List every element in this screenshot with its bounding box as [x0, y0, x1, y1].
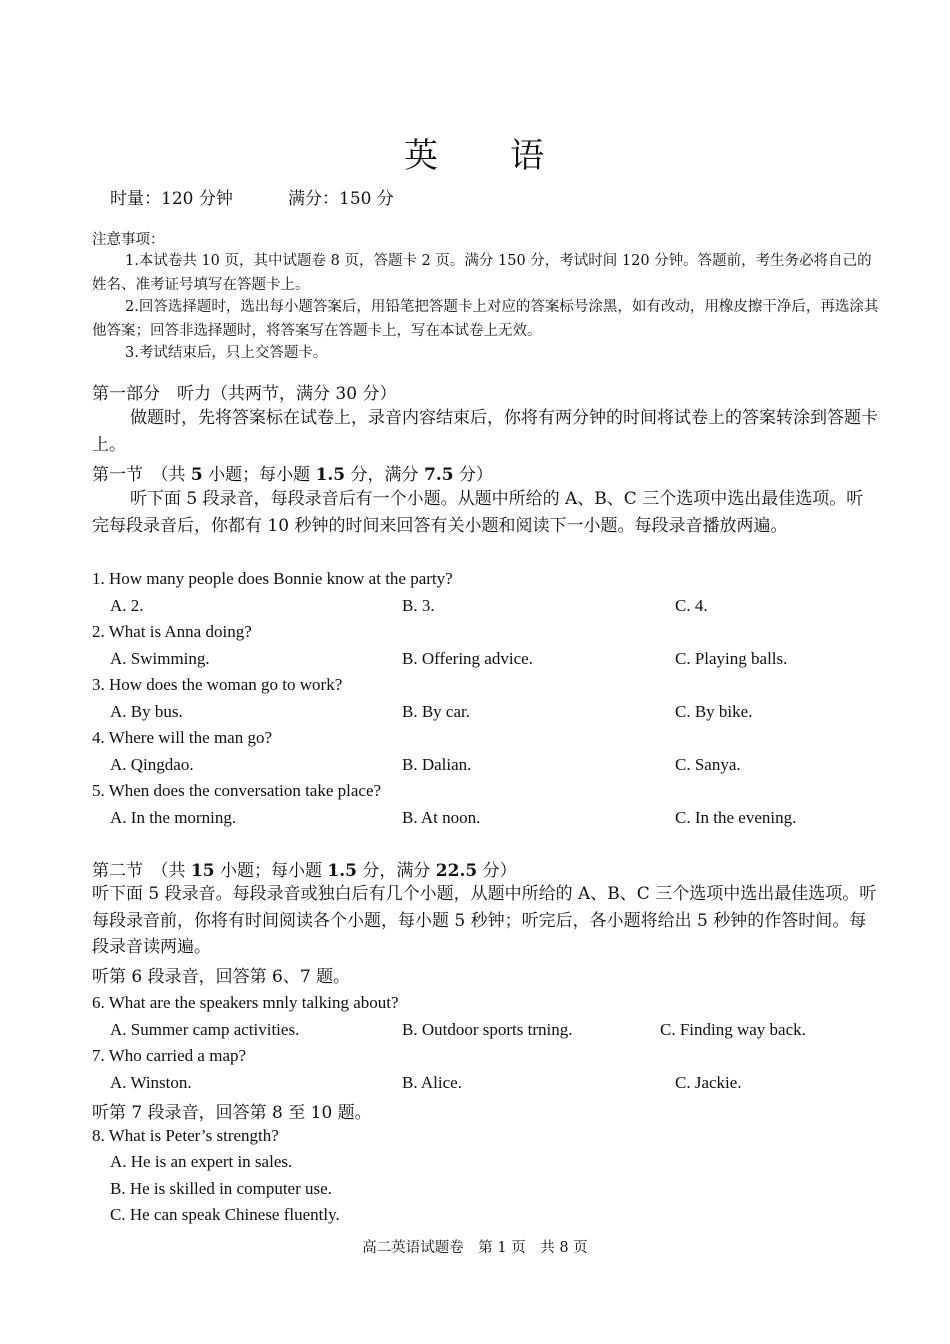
group7-instruction: 听第 7 段录音，回答第 8 至 10 题。 [92, 1103, 372, 1123]
q5-option-a: A. In the morning. [110, 808, 237, 827]
question-5: 5. When does the conversation take place? [92, 781, 382, 800]
title-char-1: 英 [404, 136, 440, 176]
question-7: 7. Who carried a map? [92, 1046, 247, 1065]
page-title [0, 128, 950, 177]
question-8: 8. What is Peter’s strength? [92, 1126, 279, 1145]
notes-heading: 注意事项： [92, 232, 165, 248]
title-char-2: 语 [510, 136, 546, 176]
exam-time: 时量：120 分钟 [110, 189, 233, 209]
q8-option-c: C. He can speak Chinese fluently. [110, 1205, 340, 1224]
q1-option-c: C. 4. [675, 596, 708, 615]
q3-option-a: A. By bus. [110, 702, 183, 721]
q4-option-a: A. Qingdao. [110, 755, 194, 774]
section1-intro: 听下面 5 段录音，每段录音后有一个小题。从题中所给的 A、B、C 三个选项中选出最佳选项。听完每段录音后，你都有 10 秒钟的时间来回答有关小题和阅读下一小题。每段录音播放两遍。 [92, 489, 864, 536]
note-item-3: 3.考试结束后，只上交答题卡。 [125, 345, 328, 361]
question-3: 3. How does the woman go to work? [92, 675, 343, 694]
exam-score: 满分：150 分 [288, 189, 394, 209]
part1-intro: 做题时，先将答案标在试卷上，录音内容结束后，你将有两分钟的时间将试卷上的答案转涂到答题卡上。 [92, 408, 878, 455]
section2-intro: 听下面 5 段录音。每段录音或独白后有几个小题，从题中所给的 A、B、C 三个选项中选出最佳选项。听每段录音前，你将有时间阅读各个小题，每小题 5 秒钟；听完后，各小题将给出 5 秒钟的作答时间。每段录音读两遍。 [92, 884, 877, 957]
q7-option-b: B. Alice. [402, 1073, 462, 1092]
q7-option-a: A. Winston. [110, 1073, 192, 1092]
page-footer: 高二英语试题卷 第 1 页 共 8 页 [362, 1240, 588, 1256]
group6-instruction: 听第 6 段录音，回答第 6、7 题。 [92, 967, 351, 987]
question-2: 2. What is Anna doing? [92, 622, 252, 641]
q6-option-c: C. Finding way back. [660, 1020, 806, 1039]
q3-option-c: C. By bike. [675, 702, 753, 721]
note-item-2: 2.回答选择题时，选出每小题答案后，用铅笔把答题卡上对应的答案标号涂黑，如有改动，用橡皮擦干净后，再选涂其他答案；回答非选择题时，将答案写在答题卡上，写在本试卷上无效。 [92, 299, 879, 339]
q2-option-b: B. Offering advice. [402, 649, 533, 668]
section2-heading: 第二节 （共 15 小题；每小题 1.5 分，满分 22.5 分） [92, 861, 517, 881]
part1-heading: 第一部分 听力（共两节，满分 30 分） [92, 384, 397, 404]
note-item-1: 1.本试卷共 10 页，其中试题卷 8 页，答题卡 2 页。满分 150 分，考试时间 120 分钟。答题前，考生务必将自己的姓名、准考证号填写在答题卡上。 [92, 253, 872, 293]
q1-option-a: A. 2. [110, 596, 144, 615]
q3-option-b: B. By car. [402, 702, 470, 721]
question-1: 1. How many people does Bonnie know at the party? [92, 569, 453, 588]
question-4: 4. Where will the man go? [92, 728, 273, 747]
q4-option-b: B. Dalian. [402, 755, 472, 774]
question-6: 6. What are the speakers mnly talking about? [92, 993, 399, 1012]
q7-option-c: C. Jackie. [675, 1073, 742, 1092]
q5-option-c: C. In the evening. [675, 808, 797, 827]
q4-option-c: C. Sanya. [675, 755, 741, 774]
q6-option-b: B. Outdoor sports trning. [402, 1020, 573, 1039]
q6-option-a: A. Summer camp activities. [110, 1020, 300, 1039]
q5-option-b: B. At noon. [402, 808, 481, 827]
q8-option-b: B. He is skilled in computer use. [110, 1179, 332, 1198]
q1-option-b: B. 3. [402, 596, 435, 615]
q2-option-c: C. Playing balls. [675, 649, 788, 668]
q8-option-a: A. He is an expert in sales. [110, 1152, 293, 1171]
section1-heading: 第一节 （共 5 小题；每小题 1.5 分，满分 7.5 分） [92, 465, 493, 485]
q2-option-a: A. Swimming. [110, 649, 210, 668]
